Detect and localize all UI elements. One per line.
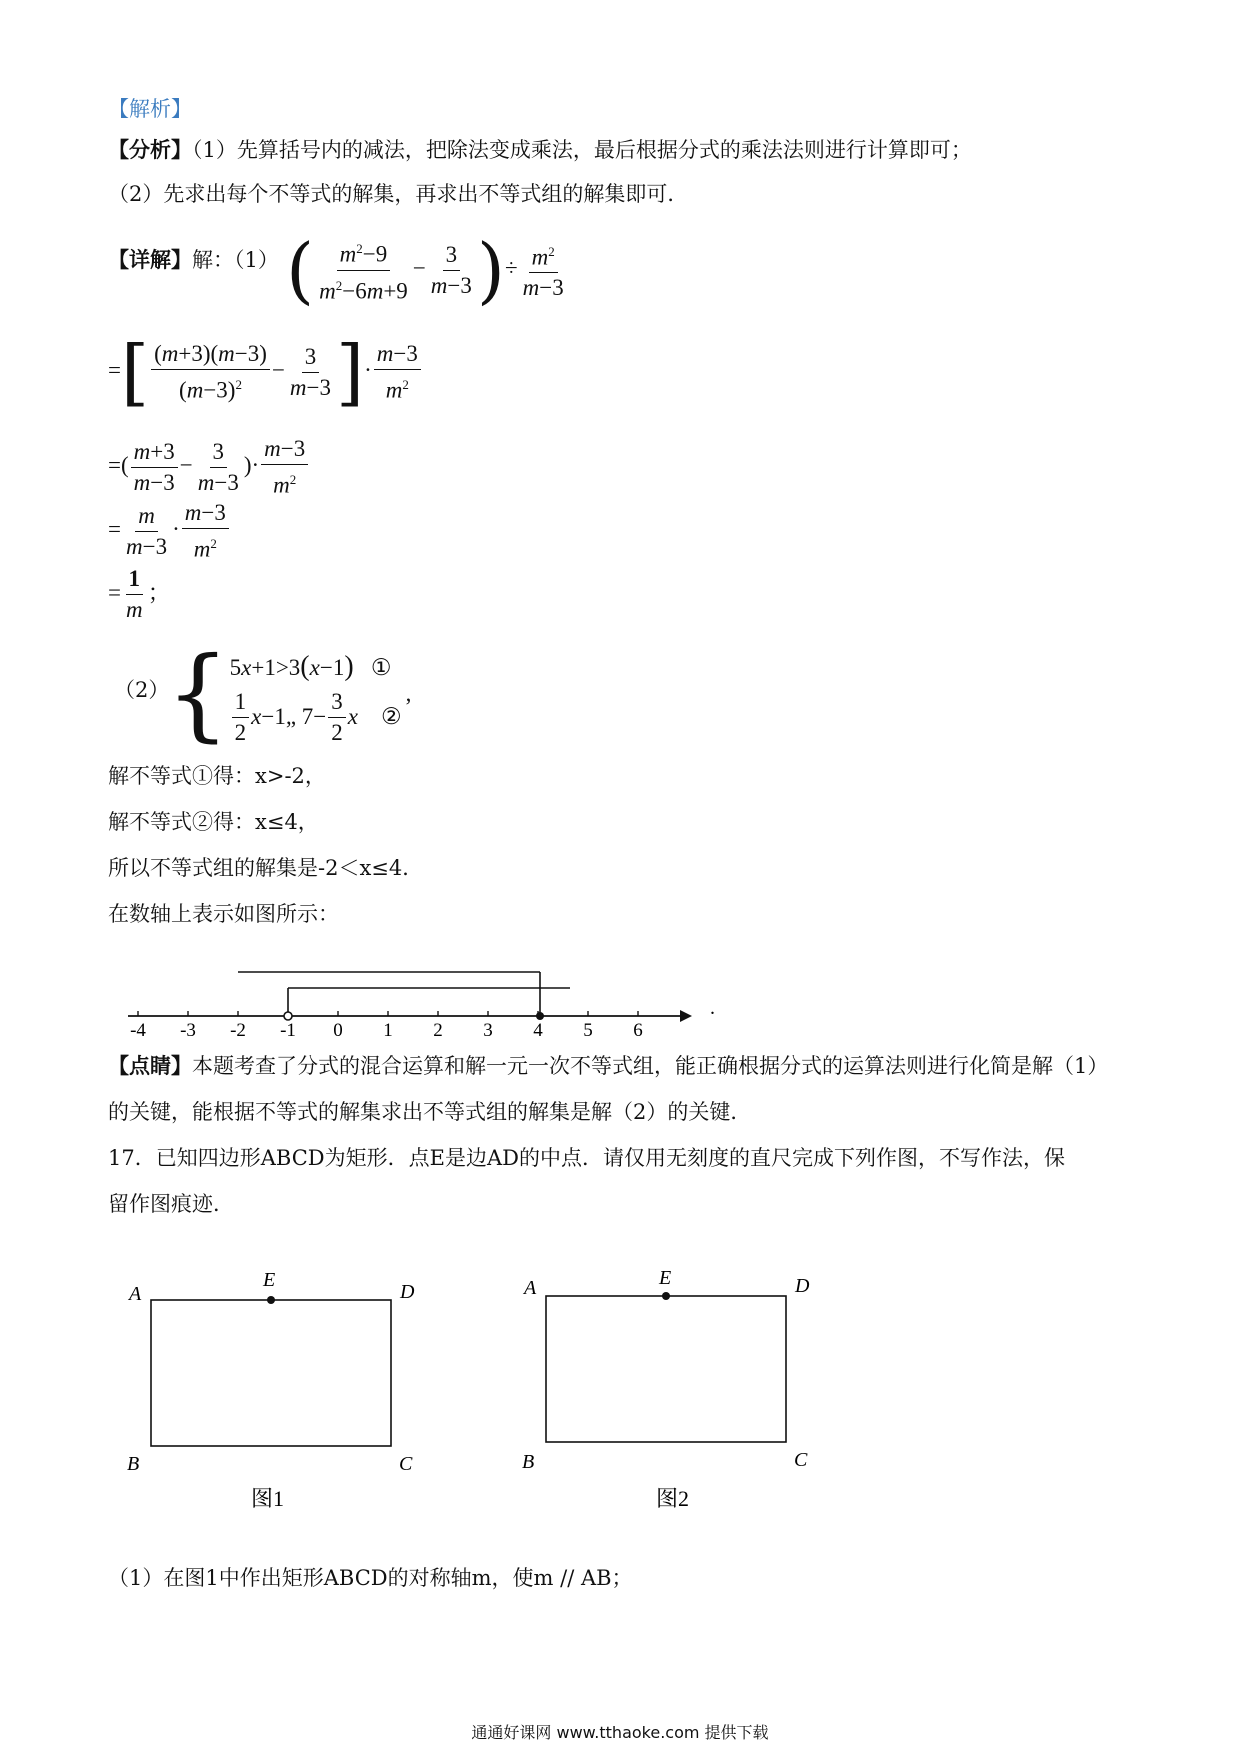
comment-text-1: 本题考查了分式的混合运算和解一元一次不等式组，能正确根据分式的运算法则进行化简是解（1） [192, 1054, 1109, 1078]
problem17-line-1: 17．已知四边形ABCD为矩形．点E是边AD的中点．请仅用无刻度的直尺完成下列作图，不写作法，保 [108, 1146, 1065, 1170]
fig2-label-e: E [659, 1267, 672, 1289]
axis-tick-label: 4 [533, 1020, 543, 1040]
analysis-line-1 [108, 136, 972, 164]
fig1-caption: 图1 [251, 1486, 285, 1510]
inequality-system: { 5x+1>3(x−1) ① $\frac{1}{2}$ x −1„ 7− $\frac{3}{2}$ x ② , [166, 635, 412, 752]
axis-tick-label: -1 [280, 1020, 296, 1040]
axis-tick-label: 1 [383, 1020, 393, 1040]
page-footer: 通通好课网 www.tthaoke.com 提供下载 [471, 1723, 769, 1742]
number-line [100, 950, 740, 1040]
axis-tick-label: 2 [433, 1020, 443, 1040]
numberline-trailing-mark: . [710, 997, 715, 1019]
fig1-label-a: A [129, 1283, 142, 1305]
fig1-label-e: E [263, 1269, 276, 1291]
part2-label: （2） [114, 678, 170, 702]
numberline-intro: 在数轴上表示如图所示： [108, 902, 339, 926]
problem17-line-2: 留作图痕迹． [108, 1192, 234, 1216]
problem17-sub-1: （1）在图1中作出矩形ABCD的对称轴m，使m // AB； [108, 1566, 633, 1590]
point-e-1 [267, 1296, 275, 1304]
fig2-label-b: B [522, 1451, 535, 1473]
open-point [284, 1012, 292, 1020]
axis-tick-label: 5 [583, 1020, 593, 1040]
axis-tick-label: -4 [130, 1020, 146, 1040]
point-e-2 [662, 1292, 670, 1300]
expr-step-3: = $\frac{m}{m-3}$ · $\frac{m-3}{m^2}$ [108, 500, 231, 563]
comment-line-1 [108, 1052, 1108, 1080]
solve-line-2: 解不等式②得：x≤4， [108, 810, 319, 834]
fig1-label-c: C [399, 1453, 413, 1475]
analysis-line-2: （2）先求出每个不等式的解集，再求出不等式组的解集即可． [108, 182, 689, 206]
detail-line [108, 246, 279, 274]
fig2-label-a: A [524, 1277, 537, 1299]
figure-2 [510, 1250, 840, 1510]
analysis-tag: 【分析】 [108, 137, 192, 162]
comment-tag: 【点睛】 [108, 1053, 192, 1078]
expr-step-1: =[ $\frac{(m+3)(m-3)}{(m-3)^2}$ − $\frac{3}{m-3}$ ]· $\frac{m-3}{m^2}$ [108, 330, 423, 414]
fig1-label-b: B [127, 1453, 140, 1475]
expr-step-2: =( $\frac{m+3}{m-3}$ − $\frac{3}{m-3}$ )· $\frac{m-3}{m^2}$ [108, 436, 310, 499]
closed-point [536, 1012, 544, 1020]
fig2-label-c: C [794, 1449, 808, 1471]
rectangle-abcd-1 [151, 1300, 391, 1446]
solution-header: 【解析】 [108, 97, 192, 121]
analysis-text-1: （1）先算括号内的减法，把除法变成乘法，最后根据分式的乘法法则进行计算即可； [192, 138, 972, 162]
detail-tag: 【详解】 [108, 247, 192, 272]
axis-tick-label: 0 [333, 1020, 343, 1040]
fig2-caption: 图2 [656, 1486, 690, 1510]
axis-tick-label: 6 [633, 1020, 643, 1040]
detail-intro: 解：（1） [192, 248, 279, 272]
axis-tick-label: -2 [230, 1020, 246, 1040]
comment-line-2: 的关键，能根据不等式的解集求出不等式组的解集是解（2）的关键． [108, 1100, 752, 1124]
expr-step-0: ( $\frac{m^2-9}{m^2-6m+9}$ − $\frac{3}{m-3}$ )÷ $\frac{m^2}{m-3}$ [286, 228, 564, 312]
axis-arrow-icon [680, 1010, 692, 1022]
axis-tick-label: 3 [483, 1020, 493, 1040]
fig1-label-d: D [400, 1281, 415, 1303]
axis-tick-label: -3 [180, 1020, 196, 1040]
rectangle-abcd-2 [546, 1296, 786, 1442]
solve-line-1: 解不等式①得：x>-2， [108, 764, 326, 788]
conclusion-line: 所以不等式组的解集是-2＜x≤4． [108, 856, 424, 880]
expr-step-4: = $\frac{1}{m}$ ； [108, 566, 171, 622]
figure-1 [115, 1250, 445, 1510]
fig2-label-d: D [795, 1275, 810, 1297]
